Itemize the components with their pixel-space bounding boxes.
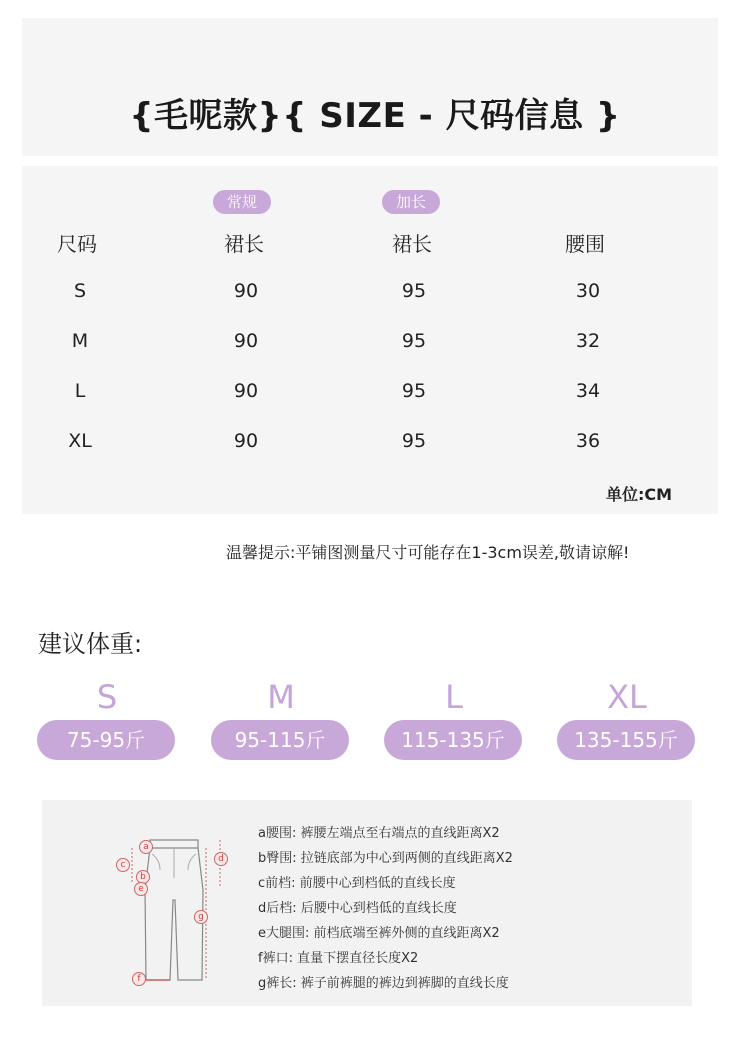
desc-leg-opening: f裤口: 直量下摆直径长度X2 <box>258 951 419 966</box>
weight-size-label: S <box>96 678 118 716</box>
weight-item-s <box>37 676 177 760</box>
header-length-long: 裙长 <box>392 232 432 256</box>
weight-range-pill: 115-135斤 <box>384 720 522 760</box>
marker-d: d <box>214 852 228 866</box>
cell-waist: 34 <box>575 380 601 402</box>
weight-title: 建议体重: <box>38 630 143 658</box>
desc-length: g裤长: 裤子前裤腿的裤边到裤脚的直线长度 <box>258 976 509 991</box>
marker-a: a <box>139 840 153 854</box>
desc-waist: a腰围: 裤腰左端点至右端点的直线距离X2 <box>258 826 500 841</box>
desc-hip: b臀围: 拉链底部为中心到两侧的直线距离X2 <box>258 851 513 866</box>
desc-back-rise: d后档: 后腰中心到档低的直线长度 <box>258 901 457 916</box>
cell-size: S <box>73 280 87 302</box>
header-size: 尺码 <box>57 232 97 256</box>
cell-size: XL <box>68 430 92 452</box>
tag-long: 加长 <box>382 190 440 214</box>
marker-e: e <box>134 882 148 896</box>
desc-front-rise: c前档: 前腰中心到档低的直线长度 <box>258 876 456 891</box>
weight-range-pill: 135-155斤 <box>557 720 695 760</box>
cell-waist: 30 <box>575 280 601 302</box>
cell-waist: 36 <box>575 430 601 452</box>
weight-item-xl <box>557 676 697 760</box>
cell-length-regular: 90 <box>233 380 259 402</box>
page-title: {毛呢款}{ SIZE - 尺码信息 } <box>129 96 621 136</box>
weight-item-m <box>211 676 351 760</box>
weight-size-label: M <box>267 678 295 716</box>
cell-length-regular: 90 <box>233 280 259 302</box>
cell-length-regular: 90 <box>233 330 259 352</box>
unit-label: 单位:CM <box>606 485 673 504</box>
cell-length-long: 95 <box>401 280 427 302</box>
cell-length-regular: 90 <box>233 430 259 452</box>
desc-thigh: e大腿围: 前档底端至裤外侧的直线距离X2 <box>258 926 500 941</box>
marker-f: f <box>132 972 146 986</box>
weight-item-l <box>384 676 524 760</box>
weight-range-pill: 75-95斤 <box>37 720 175 760</box>
tag-regular: 常规 <box>213 190 271 214</box>
header-length-regular: 裙长 <box>224 232 264 256</box>
cell-length-long: 95 <box>401 330 427 352</box>
cell-length-long: 95 <box>401 380 427 402</box>
cell-waist: 32 <box>575 330 601 352</box>
weight-size-label: L <box>445 678 463 716</box>
header-waist: 腰围 <box>565 232 605 256</box>
measurement-diagram <box>42 800 692 1006</box>
cell-size: L <box>74 380 86 402</box>
weight-size-label: XL <box>607 678 647 716</box>
cell-size: M <box>71 330 89 352</box>
marker-g: g <box>194 910 208 924</box>
marker-c: c <box>116 858 130 872</box>
measurement-note: 温馨提示:平铺图测量尺寸可能存在1-3cm误差,敬请谅解! <box>226 543 630 562</box>
marker-b: b <box>136 870 150 884</box>
weight-range-pill: 95-115斤 <box>211 720 349 760</box>
cell-length-long: 95 <box>401 430 427 452</box>
